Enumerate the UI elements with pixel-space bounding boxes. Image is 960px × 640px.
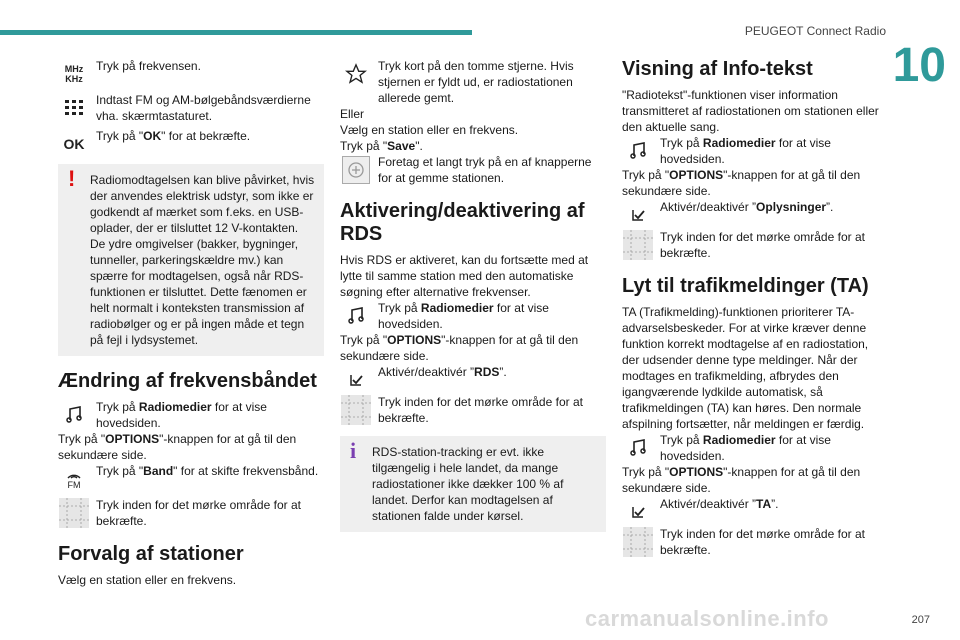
info-box: i RDS-station-tracking er evt. ikke tilgængelig i hele landet, da mange radiostationer ikke dækker 100 % af landet. Derfor kan modtagelsen af stationen falde under kørsel. bbox=[340, 436, 606, 532]
header-accent-bar bbox=[0, 30, 472, 35]
heading-band: Ændring af frekvensbåndet bbox=[58, 370, 317, 392]
step-confirm-2: Tryk inden for det mørke område for at bekræfte. bbox=[340, 394, 606, 426]
heading-presets: Forvalg af stationer bbox=[58, 543, 244, 565]
music-note-icon bbox=[58, 399, 90, 431]
heading-info-text: Visning af Info-tekst bbox=[622, 58, 813, 80]
step-info-toggle: Aktivér/deaktivér ”Oplysninger”. bbox=[622, 199, 888, 225]
confirm-area-icon bbox=[622, 526, 654, 558]
step-confirm-4: Tryk inden for det mørke område for at bekræfte. bbox=[622, 526, 888, 558]
add-preset-icon bbox=[340, 154, 372, 186]
ok-icon: OK bbox=[63, 136, 85, 152]
step-radiomedier-3: Tryk på Radiomedier for at vise hovedsiden. bbox=[622, 135, 888, 167]
step-ta-toggle: Aktivér/deaktivér ”TA”. bbox=[622, 496, 888, 522]
step-tap-frequency: MHz KHz Tryk på frekvensen. bbox=[58, 58, 324, 90]
checkbox-icon bbox=[340, 364, 372, 396]
watermark: carmanualsonline.info bbox=[585, 606, 829, 631]
heading-rds: Aktivering/deaktivering af RDS bbox=[340, 200, 585, 245]
step-star: Tryk kort på den tomme stjerne. Hvis stjernen er fyldt ud, er radiostationen allerede gemt. bbox=[340, 58, 606, 106]
step-long-press: Foretag et langt tryk på en af knapperne for at gemme stationen. bbox=[340, 154, 606, 186]
keypad-icon bbox=[58, 92, 90, 124]
step-confirm-3: Tryk inden for det mørke område for at bekræfte. bbox=[622, 229, 888, 261]
fm-signal-icon: FM bbox=[58, 463, 90, 495]
confirm-area-icon bbox=[58, 497, 90, 529]
step-confirm: Tryk inden for det mørke område for at bekræfte. bbox=[58, 497, 324, 529]
checkbox-icon bbox=[622, 199, 654, 231]
warning-icon: ! bbox=[68, 166, 76, 191]
step-radiomedier: Tryk på Radiomedier for at vise hovedsiden. bbox=[58, 399, 324, 431]
step-band: FM Tryk på "Band" for at skifte frekvensbånd. bbox=[58, 463, 324, 493]
step-keypad: Indtast FM og AM-bølgebåndsværdierne vha. skærmtastaturet. bbox=[58, 92, 324, 128]
chapter-number: 10 bbox=[892, 39, 946, 92]
page-number: 207 bbox=[911, 614, 930, 626]
confirm-area-icon bbox=[622, 229, 654, 261]
step-rds-toggle: Aktivér/deaktivér ”RDS”. bbox=[340, 364, 606, 390]
music-note-icon bbox=[622, 135, 654, 167]
heading-ta: Lyt til trafikmeldinger (TA) bbox=[622, 275, 869, 297]
warning-box: ! Radiomodtagelsen kan blive påvirket, hvis der anvendes elektrisk udstyr, som ikke er godkendt af mærket som f.eks. en USB-oplader, der er tilsluttet 12 V-kontakten. De ydre omgivelser (bakker, bygninger, tunneller, parkeringskældre mv.) kan spærre for modtagelsen, også når RDS-funktionen er tilsluttet. Dette fænomen er helt normalt i konteksten transmission af radiobølger og er på ingen måde et tegn på fejl i lydsystemet. bbox=[58, 164, 324, 356]
mhz-khz-icon: MHz KHz bbox=[64, 64, 84, 84]
column-1: MHz KHz Tryk på frekvensen. Indtast FM og AM-bølgebåndsværdierne vha. skærmtastaturet. OK Tryk på "OK" for at bekræfte. ! Radiomodtagelsen kan blive påvirket, hvis der anvendes elektrisk udstyr, som ikke er godkendt af mærket som f.eks. en USB-oplader, der er tilsluttet 12 V-kontakten. De ydre omgivelser (bakker, bygninger, tunneller, parkeringskældre mv.) kan spærre for modtagelsen, også når RDS-funktionen er tilsluttet. Dette fænomen er helt normalt i konteksten transmission af radiobølger og er på ingen måde et tegn på fejl i lydsystemet. Ændring af frekvensbåndet Tryk på Radiomedier for at vise hovedsiden. Tryk på "OPTIONS"-knappen for at gå til den sekundære side. FM Tryk på "Band" for at skifte frekvensbånd. Tryk inden for det mørke område for at bekræfte. Forvalg af stationer Vælg en station eller en frekvens. bbox=[58, 58, 324, 588]
music-note-icon bbox=[340, 300, 372, 332]
checkbox-icon bbox=[622, 496, 654, 528]
column-2: Tryk kort på den tomme stjerne. Hvis stjernen er fyldt ud, er radiostationen allerede gemt. Eller Vælg en station eller en frekvens. Tryk på "Save". Foretag et langt tryk på en af knapperne for at gemme stationen. Aktivering/deaktivering af RDS Hvis RDS er aktiveret, kan du fortsætte med at lytte til samme station med den automatiske søgning efter alternative frekvenser. Tryk på Radiomedier for at vise hovedsiden. Tryk på "OPTIONS"-knappen for at gå til den sekundære side. Aktivér/deaktivér ”RDS”. Tryk inden for det mørke område for at bekræfte. i RDS-station-tracking er evt. ikke tilgængelig i hele landet, da mange radiostationer ikke dækker 100 % af landet. Derfor kan modtagelsen af stationen falde under kørsel. bbox=[340, 58, 606, 538]
step-radiomedier-2: Tryk på Radiomedier for at vise hovedsiden. bbox=[340, 300, 606, 332]
column-3: Visning af Info-tekst "Radiotekst"-funktionen viser information transmitteret af radiostationen om stationen eller den aktuelle sang. Tryk på Radiomedier for at vise hovedsiden. Tryk på "OPTIONS"-knappen for at gå til den sekundære side. Aktivér/deaktivér ”Oplysninger”. Tryk inden for det mørke område for at bekræfte. Lyt til trafikmeldinger (TA) TA (Trafikmelding)-funktionen prioriterer TA-advarselsbeskeder. For at virke kræver denne funktion korrekt modtagelse af en radiostation, der udsender denne type meldinger. Når der modtages en trafikmelding, afbrydes den igangværende lydkilde automatisk, så trafikmeldingen (TA) kan høres. Den normale afspilning fortsætter, når meldingen er færdig. Tryk på Radiomedier for at vise hovedsiden. Tryk på "OPTIONS"-knappen for at gå til den sekundære side. Aktivér/deaktivér ”TA”. Tryk inden for det mørke område for at bekræfte. bbox=[622, 58, 888, 558]
options-text: Tryk på "OPTIONS"-knappen for at gå til den sekundære side. bbox=[58, 432, 297, 462]
header-title: PEUGEOT Connect Radio bbox=[744, 24, 886, 38]
music-note-icon bbox=[622, 432, 654, 464]
info-icon: i bbox=[350, 438, 357, 463]
step-ok: OK Tryk på "OK" for at bekræfte. bbox=[58, 128, 324, 152]
star-outline-icon bbox=[340, 58, 372, 90]
confirm-area-icon bbox=[340, 394, 372, 426]
step-radiomedier-4: Tryk på Radiomedier for at vise hovedsiden. bbox=[622, 432, 888, 464]
